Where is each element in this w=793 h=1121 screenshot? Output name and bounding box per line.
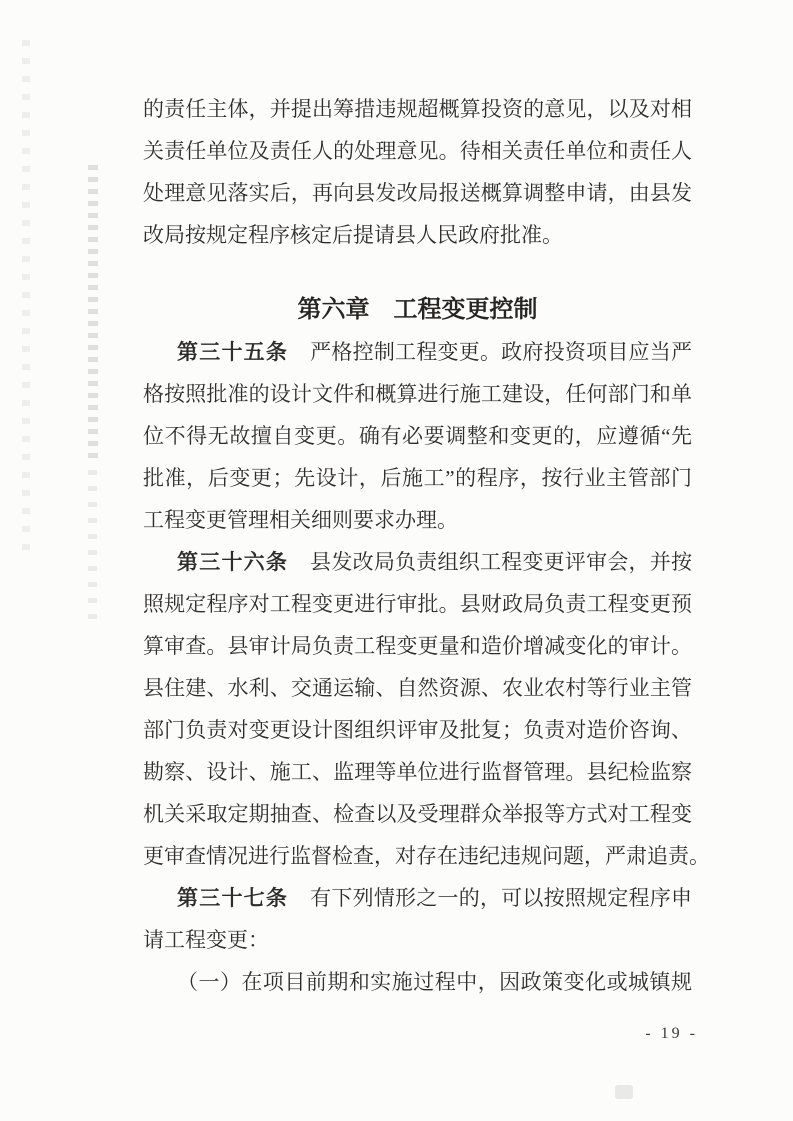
text-line: 关责任单位及责任人的处理意见。待相关责任单位和责任人 <box>143 139 692 163</box>
text-line: 批准，后变更；先设计，后施工”的程序，按行业主管部门 <box>143 466 692 490</box>
text-line: 处理意见落实后，再向县发改局报送概算调整申请，由县发 <box>143 181 692 205</box>
text-line: 的责任主体，并提出筹措违规超概算投资的意见，以及对相 <box>143 97 692 121</box>
scan-artifact <box>615 1085 633 1099</box>
text-line: 机关采取定期抽查、检查以及受理群众举报等方式对工程变 <box>143 802 692 826</box>
scan-artifact <box>22 40 30 560</box>
scan-artifact <box>88 165 98 465</box>
scan-artifact <box>88 470 97 630</box>
text-line <box>143 541 692 583</box>
text-line: 改局按规定程序核定后提请县人民政府批准。 <box>143 223 563 247</box>
text-line: 格按照批准的设计文件和概算进行施工建设，任何部门和单 <box>143 382 692 406</box>
article-number: 第三十六条 <box>177 550 289 574</box>
text-line: 照规定程序对工程变更进行审批。县财政局负责工程变更预 <box>143 592 692 616</box>
article-number: 第三十五条 <box>177 340 289 364</box>
text-line: 算审查。县审计局负责工程变更量和造价增减变化的审计。 <box>143 634 692 658</box>
text-line: 工程变更管理相关细则要求办理。 <box>143 508 458 532</box>
text-line: 位不得无故擅自变更。确有必要调整和变更的，应遵循“先 <box>143 424 692 448</box>
text-line: 请工程变更： <box>143 928 269 952</box>
line-text: 有下列情形之一的，可以按照规定程序申 <box>310 886 693 910</box>
article-number: 第三十七条 <box>177 886 289 910</box>
document-text-block <box>143 88 710 1003</box>
text-line: 勘察、设计、施工、监理等单位进行监督管理。县纪检监察 <box>143 760 692 784</box>
chapter-heading: 第六章 工程变更控制 <box>297 296 538 323</box>
text-line <box>143 877 692 919</box>
text-line <box>143 331 692 373</box>
text-line: 部门负责对变更设计图组织评审及批复；负责对造价咨询、 <box>143 718 692 742</box>
text-line: 更审查情况进行监督检查，对存在违纪违规问题，严肃追责。 <box>143 844 710 868</box>
line-text: 严格控制工程变更。政府投资项目应当严 <box>310 340 693 364</box>
page-number: - 19 - <box>645 1025 698 1042</box>
text-line: （一）在项目前期和实施过程中，因政策变化或城镇规 <box>177 970 692 994</box>
text-line: 县住建、水利、交通运输、自然资源、农业农村等行业主管 <box>143 676 692 700</box>
line-text: 县发改局负责组织工程变更评审会，并按 <box>310 550 693 574</box>
